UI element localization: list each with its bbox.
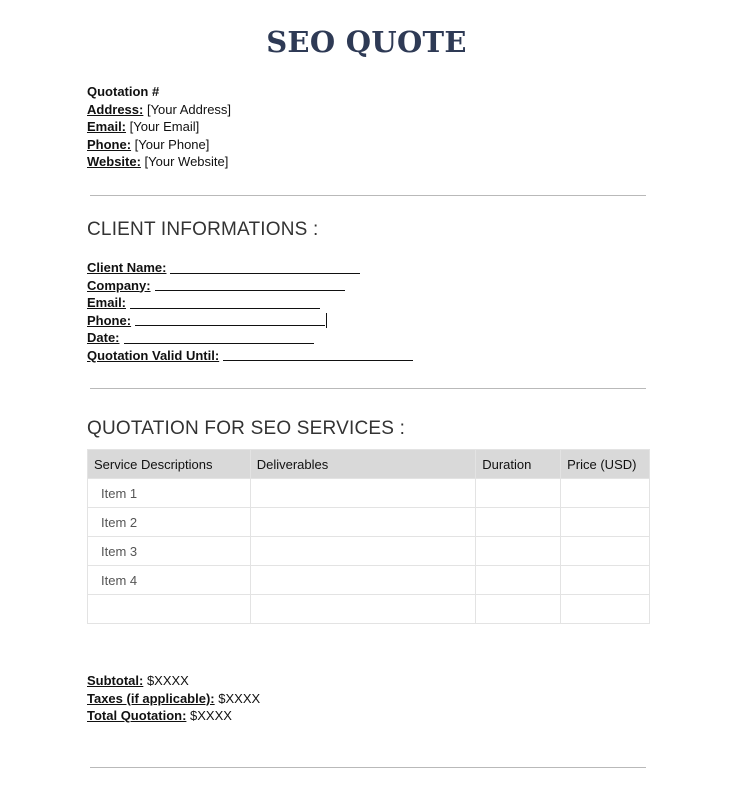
column-header-duration: Duration: [476, 450, 561, 479]
total-row: [87, 707, 260, 725]
table-row: [88, 595, 650, 624]
table-cell-duration[interactable]: [476, 537, 561, 566]
address-row: [87, 101, 231, 119]
divider: [90, 388, 646, 389]
table-cell-description[interactable]: Item 3: [88, 537, 251, 566]
phone-label: Phone:: [87, 136, 132, 152]
client-name-row: [87, 259, 413, 277]
table-row: [88, 537, 650, 566]
text-cursor: [326, 313, 327, 328]
table-cell-deliverables[interactable]: [250, 508, 476, 537]
subtotal-label: Subtotal:: [87, 673, 144, 688]
table-cell-price[interactable]: [561, 595, 650, 624]
website-row: [87, 153, 231, 171]
website-value[interactable]: [Your Website]: [140, 154, 229, 169]
email-row: [87, 118, 231, 136]
table-row: [88, 479, 650, 508]
quotation-number-label: Quotation #: [87, 84, 160, 99]
client-phone-row: [87, 312, 413, 330]
table-cell-description[interactable]: Item 2: [88, 508, 251, 537]
document-title: SEO QUOTE: [266, 25, 467, 59]
table-cell-price[interactable]: [561, 537, 650, 566]
table-cell-deliverables[interactable]: [250, 479, 476, 508]
table-header-row: [88, 450, 650, 479]
valid-until-label: Quotation Valid Until:: [87, 347, 220, 363]
table-row: [88, 508, 650, 537]
total-label: Total Quotation:: [87, 708, 187, 723]
totals-summary: [87, 672, 260, 725]
table-cell-price[interactable]: [561, 479, 650, 508]
company-label: Company:: [87, 277, 151, 293]
client-name-label: Client Name:: [87, 260, 167, 275]
table-row: [88, 566, 650, 595]
subtotal-row: [87, 672, 260, 690]
table-cell-duration[interactable]: [476, 479, 561, 508]
services-section-heading: QUOTATION FOR SEO SERVICES :: [87, 418, 406, 439]
client-email-row: [87, 294, 413, 312]
table-cell-deliverables[interactable]: [250, 566, 476, 595]
company-info: [87, 83, 231, 171]
taxes-value[interactable]: $XXXX: [214, 690, 261, 706]
table-cell-description[interactable]: Item 4: [88, 566, 251, 595]
client-section-heading: CLIENT INFORMATIONS :: [87, 219, 319, 240]
table-cell-price[interactable]: [561, 508, 650, 537]
date-field[interactable]: [124, 331, 314, 344]
phone-value[interactable]: [Your Phone]: [131, 136, 210, 152]
client-email-label: Email:: [87, 295, 127, 310]
valid-until-row: [87, 347, 413, 365]
address-value[interactable]: [Your Address]: [143, 101, 232, 117]
date-row: [87, 329, 413, 347]
client-info-form: [87, 259, 413, 364]
quotation-number-row: [87, 83, 231, 101]
address-label: Address:: [87, 101, 144, 117]
client-phone-field[interactable]: [135, 313, 325, 326]
table-cell-duration[interactable]: [476, 595, 561, 624]
subtotal-value[interactable]: $XXXX: [143, 673, 189, 688]
table-cell-price[interactable]: [561, 566, 650, 595]
table-cell-duration[interactable]: [476, 508, 561, 537]
table-cell-duration[interactable]: [476, 566, 561, 595]
client-phone-label: Phone:: [87, 312, 132, 328]
column-header-description: Service Descriptions: [88, 450, 251, 479]
table-cell-deliverables[interactable]: [250, 537, 476, 566]
taxes-row: [87, 690, 260, 708]
divider: [90, 195, 646, 196]
taxes-label: Taxes (if applicable):: [87, 690, 215, 706]
email-value[interactable]: [Your Email]: [126, 119, 200, 134]
email-label: Email:: [87, 119, 127, 134]
website-label: Website:: [87, 154, 141, 169]
table-cell-description[interactable]: Item 1: [88, 479, 251, 508]
table-cell-deliverables[interactable]: [250, 595, 476, 624]
column-header-deliverables: Deliverables: [250, 450, 476, 479]
client-email-field[interactable]: [130, 296, 320, 309]
valid-until-field[interactable]: [223, 348, 413, 361]
table-cell-description[interactable]: [88, 595, 251, 624]
company-field[interactable]: [155, 278, 345, 291]
company-row: [87, 277, 413, 295]
divider: [90, 767, 646, 768]
services-table: [87, 449, 650, 624]
phone-row: [87, 136, 231, 154]
date-label: Date:: [87, 330, 120, 345]
column-header-price: Price (USD): [561, 450, 650, 479]
total-value[interactable]: $XXXX: [186, 708, 232, 723]
client-name-field[interactable]: [170, 261, 360, 274]
